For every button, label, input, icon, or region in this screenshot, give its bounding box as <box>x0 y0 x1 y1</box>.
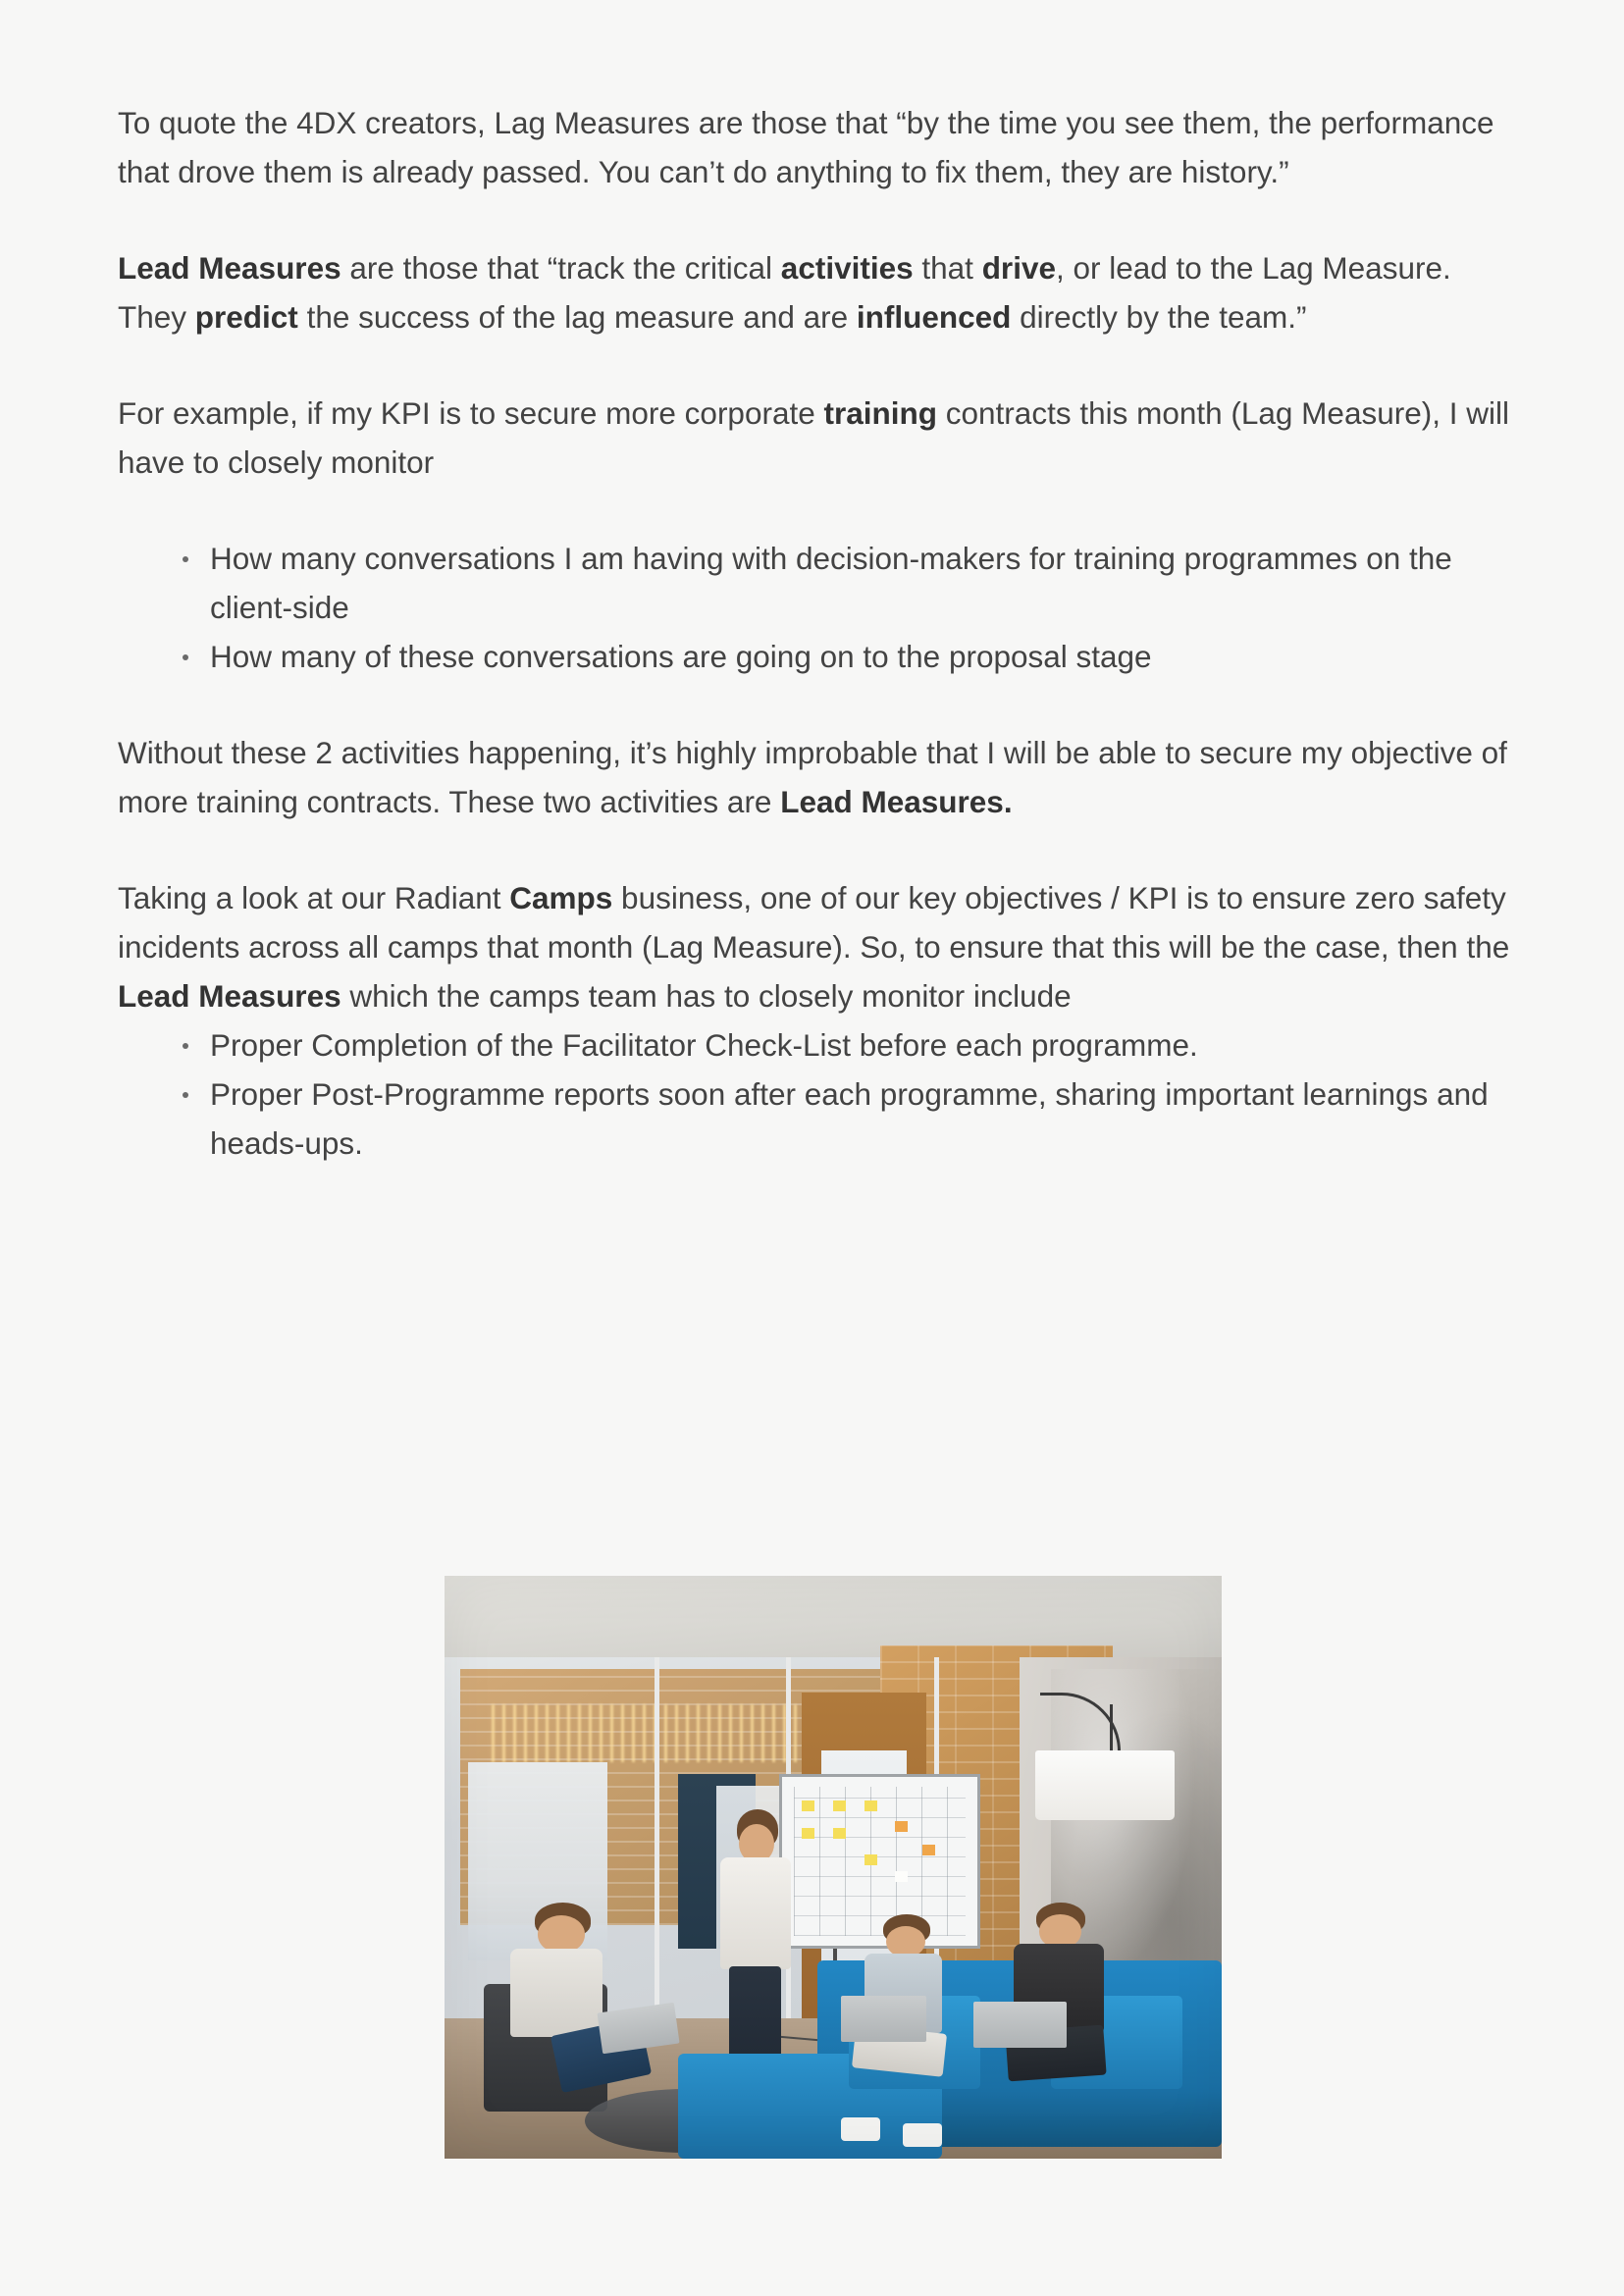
article-photo <box>445 1576 1222 2159</box>
bullet-list-monitor-activities <box>118 534 1511 681</box>
paragraph-radiant-camps <box>118 873 1511 1020</box>
photo-sticky-note <box>833 1800 846 1811</box>
text-segment: contracts this month (Lag Measure), I will have to closely monitor <box>118 395 1509 480</box>
article-body <box>118 98 1511 1168</box>
photo-sticky-note <box>802 1800 814 1811</box>
bullet-list-camps-lead-measures <box>118 1020 1511 1168</box>
photo-sticky-note <box>864 1854 877 1865</box>
text-segment: that <box>913 250 982 286</box>
photo-sticky-note <box>833 1828 846 1839</box>
paragraph-lag-measures-quote: To quote the 4DX creators, Lag Measures are those that “by the time you see them, the performance that drove them is already passed. You can’t do anything to fix them, they are history.” <box>118 105 1494 189</box>
emphasis-activities: activities <box>780 250 914 286</box>
text-segment: which the camps team has to closely monitor include <box>341 978 1072 1014</box>
emphasis-predict: predict <box>194 299 298 335</box>
text-segment: Without these 2 activities happening, it’s highly improbable that I will be able to secure my objective of more training contracts. These two activities are <box>118 735 1507 819</box>
paragraph-kpi-example <box>118 389 1511 487</box>
emphasis-influenced: influenced <box>856 299 1012 335</box>
paragraph-lead-measures-definition <box>118 243 1511 341</box>
photo-laptop <box>841 1996 926 2043</box>
photo-sticky-note <box>895 1871 908 1882</box>
text-segment: the success of the lag measure and are <box>297 299 857 335</box>
text-segment: For example, if my KPI is to secure more corporate <box>118 395 824 431</box>
emphasis-lead-measures-closing: Lead Measures. <box>780 784 1013 819</box>
text-segment: are those that “track the critical <box>341 250 781 286</box>
photo-mullion <box>655 1657 659 2030</box>
text-segment: Taking a look at our Radiant <box>118 880 510 915</box>
emphasis-lead-measures-camps: Lead Measures <box>118 978 341 1014</box>
list-item: How many of these conversations are going on to the proposal stage <box>179 632 1505 681</box>
emphasis-drive: drive <box>981 250 1056 286</box>
list-item: How many conversations I am having with decision-makers for training programmes on the client-side <box>179 534 1505 632</box>
photo-sneaker <box>903 2123 942 2147</box>
list-item: Proper Post-Programme reports soon after each programme, sharing important learnings and heads-ups. <box>179 1070 1505 1168</box>
photo-sneaker <box>841 2117 880 2141</box>
text-segment: , or lead to the Lag Measure. They <box>118 250 1451 335</box>
photo-laptop <box>973 2002 1067 2049</box>
emphasis-training: training <box>823 395 938 431</box>
photo-sticky-note <box>802 1828 814 1839</box>
photo-person-torso <box>510 1949 602 2037</box>
photo-lamp-shade <box>1035 1750 1176 1820</box>
photo-sticky-note <box>922 1845 935 1855</box>
emphasis-lead-measures: Lead Measures <box>118 250 341 286</box>
photo-person-head <box>538 1915 585 1953</box>
text-segment: business, one of our key objectives / KPI is to ensure zero safety incidents across all camps that month (Lag Measure). So, to ensure that this will be the case, then the <box>118 880 1510 965</box>
text-segment: directly by the team.” <box>1011 299 1307 335</box>
photo-sticky-note <box>895 1821 908 1832</box>
office-meeting-photo <box>445 1576 1222 2159</box>
photo-person-torso <box>720 1857 791 1969</box>
photo-sticky-note <box>864 1800 877 1811</box>
emphasis-camps: Camps <box>509 880 613 915</box>
paragraph-without-activities <box>118 728 1511 826</box>
list-item: Proper Completion of the Facilitator Check-List before each programme. <box>179 1020 1505 1070</box>
